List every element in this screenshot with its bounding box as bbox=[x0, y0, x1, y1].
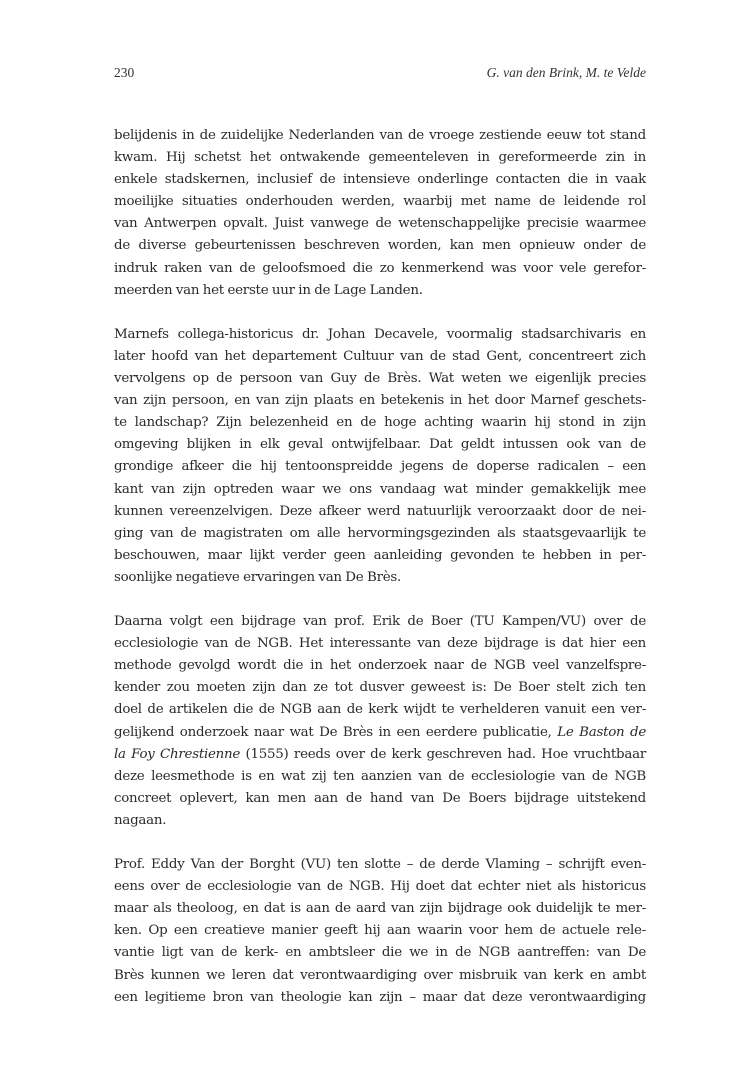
text-line: beschouwen, maar lijkt verder geen aanleiding gevonden te hebben in per- bbox=[114, 547, 646, 563]
text-line: van zijn persoon, en van zijn plaats en betekenis in het door Marnef geschets- bbox=[114, 393, 646, 409]
text-line: omgeving blijken in elk geval ontwijfelbaar. Dat geldt intussen ook van de bbox=[114, 437, 646, 453]
text-line bbox=[114, 722, 646, 744]
text-line: een legitieme bron van theologie kan zijn – maar dat deze verontwaardiging bbox=[114, 989, 646, 1005]
text-line: vervolgens op de persoon van Guy de Brès. Wat weten we eigenlijk precies bbox=[114, 371, 646, 387]
paragraph-4 bbox=[114, 854, 646, 1009]
text-line: ging van de magistraten om alle hervormingsgezinden als staatsgevaarlijk te bbox=[114, 525, 646, 541]
text-line: grondige afkeer die hij tentoonspreidde jegens de doperse radicalen – een bbox=[114, 459, 646, 475]
paragraph-1 bbox=[114, 125, 646, 302]
text-line: enkele stadskernen, inclusief de intensieve onderlinge contacten die in vaak bbox=[114, 172, 646, 188]
text-line: concreet oplevert, kan men aan de hand van De Boers bijdrage uitstekend bbox=[114, 790, 646, 806]
body-text bbox=[114, 125, 646, 1031]
text-line: vantie ligt van de kerk- en ambtsleer die we in de NGB aantreffen: van De bbox=[114, 945, 646, 961]
text-line: Brès kunnen we leren dat verontwaardiging over misbruik van kerk en ambt bbox=[114, 967, 646, 983]
text-line bbox=[114, 744, 646, 766]
running-head-authors: G. van den Brink, M. te Velde bbox=[486, 65, 646, 80]
text-line: ecclesiologie van de NGB. Het interessante van deze bijdrage is dat hier een bbox=[114, 636, 646, 652]
running-head bbox=[114, 65, 646, 85]
text-line: ken. Op een creatieve manier geeft hij aan waarin voor hem de actuele rele- bbox=[114, 923, 646, 939]
text-line: kant van zijn optreden waar we ons vandaag wat minder gemakkelijk mee bbox=[114, 481, 646, 497]
text-line: de diverse gebeurtenissen beschreven worden, kan men opnieuw onder de bbox=[114, 238, 646, 254]
paragraph-2 bbox=[114, 324, 646, 589]
text-line: soonlijke negatieve ervaringen van De Brès. bbox=[114, 569, 402, 585]
text-line: moeilijke situaties onderhouden werden, waarbij met name de leidende rol bbox=[114, 194, 646, 210]
text-line: maar als theoloog, en dat is aan de aard van zijn bijdrage ook duidelijk te mer- bbox=[114, 901, 646, 917]
text-line: te landschap? Zijn belezenheid en de hoge achting waarin hij stond in zijn bbox=[114, 415, 646, 431]
text-line: Marnefs collega-historicus dr. Johan Decavele, voormalig stadsarchivaris en bbox=[114, 326, 646, 342]
text-line: Prof. Eddy Van der Borght (VU) ten slotte – de derde Vlaming – schrijft even- bbox=[114, 857, 646, 873]
text-line: eens over de ecclesiologie van de NGB. Hij doet dat echter niet als historicus bbox=[114, 879, 646, 895]
text-line: kunnen vereenzelvigen. Deze afkeer werd natuurlijk veroorzaakt door de nei- bbox=[114, 503, 646, 519]
text-run: (1555) reeds over de kerk geschreven had. Hoe vruchtbaar bbox=[240, 746, 646, 762]
text-line: van Antwerpen opvalt. Juist vanwege de wetenschappelijke precisie waarmee bbox=[114, 216, 646, 232]
text-line: nagaan. bbox=[114, 812, 167, 828]
text-line: indruk raken van de geloofsmoed die zo kenmerkend was voor vele gerefor- bbox=[114, 260, 646, 276]
paragraph-3 bbox=[114, 611, 646, 832]
text-line: deze leesmethode is en wat zij ten aanzien van de ecclesiologie van de NGB bbox=[114, 768, 646, 784]
text-line: kender zou moeten zijn dan ze tot dusver geweest is: De Boer stelt zich ten bbox=[114, 680, 646, 696]
text-line: meerden van het eerste uur in de Lage Landen. bbox=[114, 282, 423, 298]
text-line: Daarna volgt een bijdrage van prof. Erik de Boer (TU Kampen/VU) over de bbox=[114, 614, 646, 630]
text-line: later hoofd van het departement Cultuur van de stad Gent, concentreert zich bbox=[114, 348, 646, 364]
text-run: gelijkend onderzoek naar wat De Brès in een eerdere publicatie, bbox=[114, 724, 558, 740]
text-line: kwam. Hij schetst het ontwakende gemeenteleven in gereformeerde zin in bbox=[114, 150, 646, 166]
text-line: methode gevolgd wordt die in het onderzoek naar de NGB veel vanzelfspre- bbox=[114, 658, 646, 674]
page-number: 230 bbox=[114, 65, 135, 80]
text-line: doel de artikelen die de NGB aan de kerk wijdt te verhelderen vanuit een ver- bbox=[114, 702, 646, 718]
text-line: belijdenis in de zuidelijke Nederlanden van de vroege zestiende eeuw tot stand bbox=[114, 128, 646, 143]
book-title: Le Baston de bbox=[557, 724, 646, 740]
book-title: la Foy Chrestienne bbox=[114, 746, 241, 762]
